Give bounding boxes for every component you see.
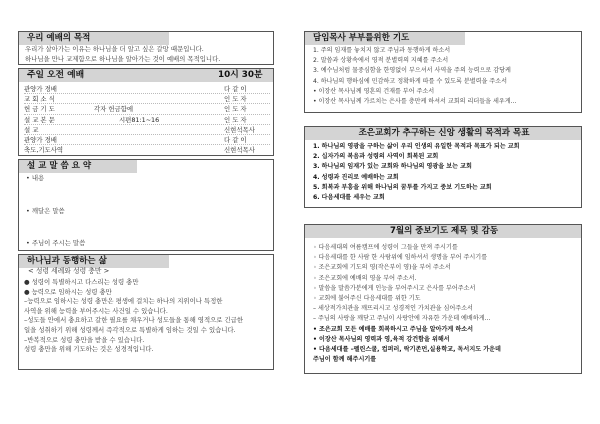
church-goal-line: 6. 다음세대를 세우는 교회 [313,194,385,202]
order-item: 관양가 경배 [24,135,57,144]
church-goals-title: 조은교회가 추구하는 신앙 생활의 목적과 목표 [305,127,582,140]
intercession-line: • 조은교회 모든 예배를 회복하시고 주님을 알아가게 하소서 [313,325,474,333]
intercession-section [304,224,582,374]
pastor-prayer-line: 1. 주의 임재를 놓치지 않고 주님과 동행하게 하소서 [313,47,451,54]
purpose-line: 하나님을 만나 교제함으로 하나님을 알아가는 것이 예배의 목적입니다. [25,54,221,63]
intercession-line: ◦ 말씀을 말씀가분에게 인능을 부어주시고 은사를 부어주소서 [313,284,476,292]
intercession-line: 주님이 함께 해주시기를 [313,356,377,364]
order-item: 축도,기도사역 [24,146,64,155]
intercession-line: • 이장산 목사님의 영력과 영,육적 강건함을 위해서 [313,335,450,343]
walk-line: ● 성령이 특별하시고 다스리는 성령 충만 [24,278,139,286]
walk-line: 성령 충만을 위해 기도하는 것은 성경적입니다. [24,345,154,354]
intercession-line: – 주님의 사랑을 깨닫고 주님이 사랑안에 자유한 가운데 예배하게... [313,315,491,323]
worship-order-title: 주일 오전 예배 [27,70,85,80]
intercession-line: ◦ 다음세대의 여름캠프에 성령이 그들을 만져 주시기를 [313,244,458,251]
order-item: 교 회 소 식 [24,95,55,104]
bullet-icon: • [26,174,30,182]
bullet-icon: • [26,239,30,247]
church-goal-line: 5. 회복과 부흥을 위해 하나님의 꿈투를 가지고 중보 기도하는 교회 [313,183,492,191]
walk-line: –성도들 안에서 충요하고 갈한 필요를 채우거나 성도들을 통해 영적으로 긴급한 [24,316,244,325]
intercession-title: 7월의 중보기도 제목 및 감동 [305,225,582,238]
purpose-line: 우리가 살아가는 이유는 하나님을 더 알고 싶은 갈망 때문입니다. [25,45,204,53]
pastor-prayer-section [304,31,582,113]
walk-line: 사역을 위해 능력을 부어주시는 사건일 수 있습니다. [24,306,168,315]
walk-subtitle: < 성령 세례와 성령 충만 > [28,267,110,275]
church-goals-section [304,126,582,208]
order-leader: 신현석목사 [224,146,255,155]
church-goal-line: 4. 성령과 진리로 예배하는 교회 [313,173,399,181]
church-goal-line: 3. 하나님의 임재가 있는 교회와 하나님의 영광을 보는 교회 [313,163,472,171]
pastor-prayer-line: • 이장산 목사님께 가르치는 은사를 충만케 하셔서 교회의 리더들을 세우게... [313,98,517,106]
filled-dot-icon: ● [24,278,30,286]
order-leader: 다 같 이 [224,135,247,144]
pastor-prayer-line: 4. 하나님의 행하심에 민감하고 정확하게 따를 수 있도록 분별력을 주소서 [313,77,507,85]
pastor-prayer-line: 3. 예수님처럼 물중심함을 한영없이 부으셔서 사역을 주의 능력으로 감당케 [313,67,511,75]
filled-dot-icon: ● [24,287,30,296]
worship-time: 10시 30분 [218,70,263,80]
worship-purpose-section [18,31,274,65]
worship-order-row [24,84,270,94]
worship-purpose-title: 우리 예배의 목적 [19,32,169,45]
order-item: 헌 금 기 도 [24,105,55,114]
church-goal-line: 1. 하나님의 영광을 구하는 삶이 우리 인생의 유일한 목적과 목표가 되는 교회 [313,143,520,150]
order-leader: 인 도 자 [224,95,247,104]
order-item: 설 교 [24,125,39,134]
worship-order-row [24,94,270,104]
sermon-summary-item: • 주님이 주시는 말씀 [26,239,86,247]
worship-order-header [19,69,274,82]
worship-order-row [24,125,270,135]
order-middle: 각자 헌금함에 [94,105,134,114]
intercession-line: ◦ 조은교회에 예배의 영을 부어 주소서. [313,274,417,282]
pastor-prayer-title: 담임목사 부부를위한 기도 [305,32,465,45]
worship-order-row [24,115,270,125]
intercession-line: – 세상적가치관을 깨뜨리시고 성경적인 가치관을 심어주소서 [313,305,473,313]
sermon-summary-title: 설 교 말 씀 요 약 [19,160,137,173]
order-item: 관양가 경배 [24,85,57,93]
worship-order-row [24,145,270,155]
order-leader: 인 도 자 [224,115,247,124]
worship-order-section [18,68,274,156]
order-middle: 시편81:1~16 [119,115,160,124]
walk-with-god-section [18,254,274,370]
order-leader: 신현석목사 [224,125,255,134]
walk-line: –능력으로 임하시는 성령 충만은 평생에 걸치는 하나의 지위이나 특정한 [24,297,223,306]
order-item: 설 교 본 문 [24,115,55,124]
church-goal-line: 2. 십자가의 복음과 성령의 사역이 회복된 교회 [313,153,439,161]
walk-line: –반복적으로 성령 충만을 받을 수 있습니다. [24,335,145,344]
pastor-prayer-line: • 이장산 목사님께 영혼의 건재를 부어 주소서 [313,87,435,95]
sermon-summary-item: • 깨달은 말씀 [26,207,65,215]
order-leader: 다 같 이 [224,85,247,93]
intercession-line: ◦ 다음세대를 한 사람 한 사람위에 임하셔서 생명을 부어 주시기를 [313,254,488,262]
worship-order-row [24,135,270,145]
intercession-line: ◦ 조은교회에 기도의 영(작은부이 영)을 부어 주소서 [313,264,451,272]
bullet-icon: • [26,207,30,215]
intercession-line: ◦ 교회에 불어주신 다음세대를 위한 기도 [313,295,421,303]
order-leader: 인 도 자 [224,105,247,114]
worship-order-row [24,104,270,114]
intercession-line: • 다음세대를 –펠린스쿨, 컵퍼러, 락기존먼,실용학교, 독서지도 가운데 [313,346,501,354]
sermon-summary-item: • 내용 [26,174,45,182]
sermon-summary-section [18,159,274,251]
walk-line: 일을 성취하기 위해 성령께서 즉각적으로 특별하게 임하는 것일 수 있습니다. [24,325,236,334]
pastor-prayer-line: 2. 말씀과 상황속에서 영적 분별력의 지혜를 주소서 [313,57,449,65]
walk-with-god-title: 하나님과 동행하는 삶 [19,255,169,268]
walk-line: ● 능력으로 임하시는 성령 충만 [24,287,112,296]
